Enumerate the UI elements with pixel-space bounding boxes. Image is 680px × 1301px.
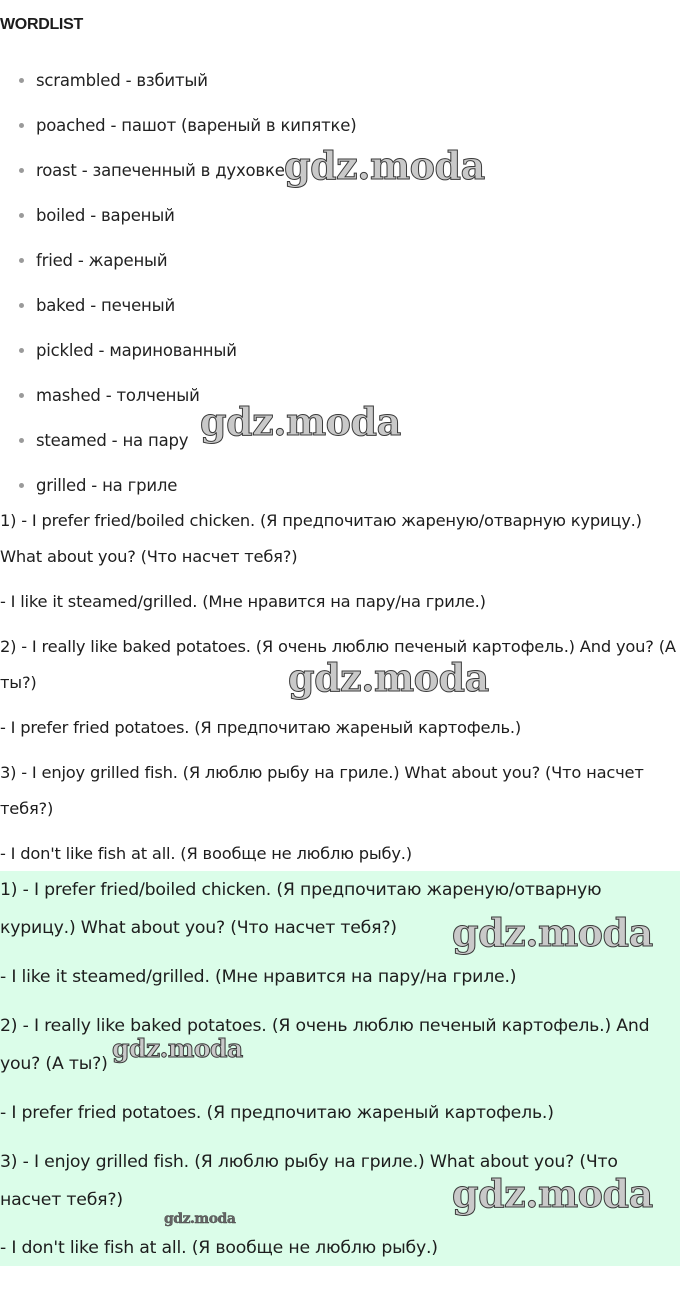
bullet-icon: [19, 258, 24, 263]
wordlist-item: [36, 463, 177, 508]
wordlist-heading: WORDLIST: [0, 16, 83, 33]
dialogue-line: 1) - I prefer fried/boiled chicken. (Я предпочитаю жареную/отварную курицу.): [0, 511, 642, 530]
watermark-logo: gdz.moda: [200, 399, 401, 444]
wordlist-item: [36, 58, 208, 103]
watermark-logo: gdz.moda: [164, 1211, 236, 1227]
answer-line: насчет тебя?): [0, 1190, 123, 1210]
answer-line: 3) - I enjoy grilled fish. (Я люблю рыбу на гриле.) What about you? (Что: [0, 1152, 618, 1172]
dialogue-line: What about you? (Что насчет тебя?): [0, 547, 298, 566]
bullet-icon: [19, 213, 24, 218]
wordlist-item: [36, 193, 175, 238]
dialogue-line: ты?): [0, 673, 37, 692]
wordlist-item: [36, 418, 188, 463]
bullet-icon: [19, 348, 24, 353]
answer-line: you? (А ты?): [0, 1054, 108, 1074]
wordlist-item: [36, 373, 200, 418]
answer-line: 1) - I prefer fried/boiled chicken. (Я предпочитаю жареную/отварную: [0, 880, 602, 900]
wordlist-item-text: scrambled - взбитый: [36, 71, 208, 90]
wordlist-item-text: poached - пашот (вареный в кипятке): [36, 116, 357, 135]
dialogue-reply: - I don't like fish at all. (Я вообще не люблю рыбу.): [0, 844, 412, 863]
wordlist-item-text: pickled - маринованный: [36, 341, 237, 360]
bullet-icon: [19, 123, 24, 128]
answer-line: курицу.) What about you? (Что насчет тебя?): [0, 918, 397, 938]
watermark-logo: gdz.moda: [452, 910, 653, 955]
wordlist-item: [36, 238, 167, 283]
bullet-icon: [19, 483, 24, 488]
wordlist-item: [36, 103, 356, 148]
watermark-logo: gdz.moda: [284, 143, 485, 188]
answer-reply: - I don't like fish at all. (Я вообще не люблю рыбу.): [0, 1238, 438, 1258]
bullet-icon: [19, 303, 24, 308]
wordlist-item-text: baked - печеный: [36, 296, 175, 315]
wordlist-item: [36, 148, 285, 193]
bullet-icon: [19, 438, 24, 443]
bullet-icon: [19, 393, 24, 398]
dialogue-line: 3) - I enjoy grilled fish. (Я люблю рыбу на гриле.) What about you? (Что насчет: [0, 763, 644, 782]
watermark-logo: gdz.moda: [112, 1034, 243, 1063]
bullet-icon: [19, 168, 24, 173]
wordlist-item-text: boiled - вареный: [36, 206, 175, 225]
answer-reply: - I like it steamed/grilled. (Мне нравится на пару/на гриле.): [0, 967, 517, 987]
wordlist-item-text: fried - жареный: [36, 251, 168, 270]
watermark-logo: gdz.moda: [288, 655, 489, 700]
wordlist-item: [36, 328, 237, 373]
wordlist-item-text: roast - запеченный в духовке: [36, 161, 285, 180]
dialogue-line: тебя?): [0, 799, 54, 818]
dialogue-reply: - I like it steamed/grilled. (Мне нравится на пару/на гриле.): [0, 592, 486, 611]
dialogue-line: 2) - I really like baked potatoes. (Я очень люблю печеный картофель.) And you? (А: [0, 637, 676, 656]
wordlist-item: [36, 283, 175, 328]
watermark-logo: gdz.moda: [452, 1171, 653, 1216]
answer-line: 2) - I really like baked potatoes. (Я очень люблю печеный картофель.) And: [0, 1016, 650, 1036]
dialogue-reply: - I prefer fried potatoes. (Я предпочитаю жареный картофель.): [0, 718, 522, 737]
bullet-icon: [19, 78, 24, 83]
wordlist-item-text: mashed - толченый: [36, 386, 200, 405]
wordlist-item-text: steamed - на пару: [36, 431, 189, 450]
wordlist-item-text: grilled - на гриле: [36, 476, 178, 495]
answer-reply: - I prefer fried potatoes. (Я предпочитаю жареный картофель.): [0, 1103, 554, 1123]
